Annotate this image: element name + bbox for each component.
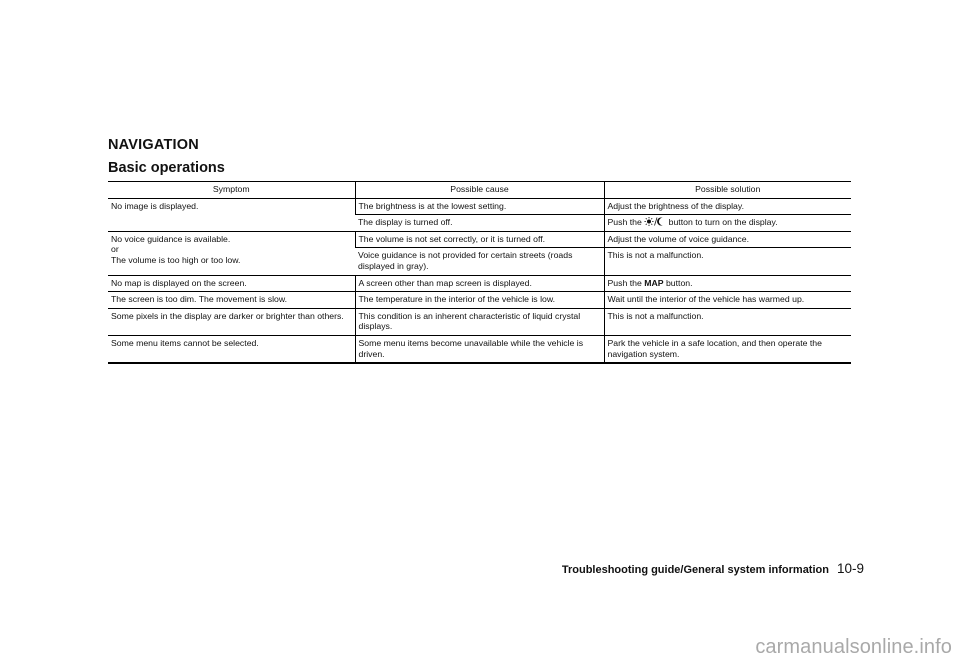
solution-prefix: Push the [607,217,642,228]
cause-cell: Voice guidance is not provided for certain streets (roads displayed in gray). [355,248,604,275]
troubleshooting-table [108,181,851,364]
table-header-row [108,182,851,199]
symptom-cell: Some pixels in the display are darker or brighter than others. [108,308,355,335]
symptom-cell: Some menu items cannot be selected. [108,336,355,364]
cause-cell: The brightness is at the lowest setting. [355,198,604,215]
watermark: carmanualsonline.info [755,636,952,658]
page-number: 10-9 [836,561,864,576]
solution-prefix: Push the [607,277,642,288]
table-row [108,308,851,335]
map-button-label: MAP [644,277,664,288]
solution-cell: Wait until the interior of the vehicle has warmed up. [604,292,851,309]
cause-cell: This condition is an inherent characteristic of liquid crystal displays. [355,308,604,335]
cause-cell: The temperature in the interior of the vehicle is low. [355,292,604,309]
header-possible-cause: Possible cause [355,182,604,199]
symptom-line: No voice guidance is available. [111,233,231,244]
solution-cell: This is not a malfunction. [604,308,851,335]
cause-cell: Some menu items become unavailable while the vehicle is driven. [355,336,604,364]
page-footer [562,561,864,576]
subsection-title: Basic operations [108,160,225,176]
solution-suffix: button to turn on the display. [668,217,778,228]
cause-cell: The volume is not set correctly, or it is turned off. [355,231,604,248]
table-row [108,231,851,248]
symptom-cell: No map is displayed on the screen. [108,275,355,292]
solution-cell: Adjust the volume of voice guidance. [604,231,851,248]
table-row [108,198,851,215]
symptom-line: The volume is too high or too low. [111,255,241,266]
symptom-cell: The screen is too dim. The movement is slow. [108,292,355,309]
solution-cell [604,215,851,232]
solution-cell [604,275,851,292]
table-row [108,275,851,292]
symptom-line: or [111,244,119,255]
cause-cell: The display is turned off. [355,215,604,232]
header-possible-solution: Possible solution [604,182,851,199]
solution-cell: Adjust the brightness of the display. [604,198,851,215]
day-night-icon [644,217,666,226]
section-title: NAVIGATION [108,137,199,153]
solution-cell: This is not a malfunction. [604,248,851,275]
table-row [108,336,851,364]
solution-suffix: button. [665,277,693,288]
solution-cell: Park the vehicle in a safe location, and then operate the navigation system. [604,336,851,364]
symptom-cell [108,231,355,275]
cause-cell: A screen other than map screen is displayed. [355,275,604,292]
header-symptom: Symptom [108,182,355,199]
symptom-cell: No image is displayed. [108,198,355,231]
table-row [108,292,851,309]
chapter-title: Troubleshooting guide/General system information [561,564,829,576]
